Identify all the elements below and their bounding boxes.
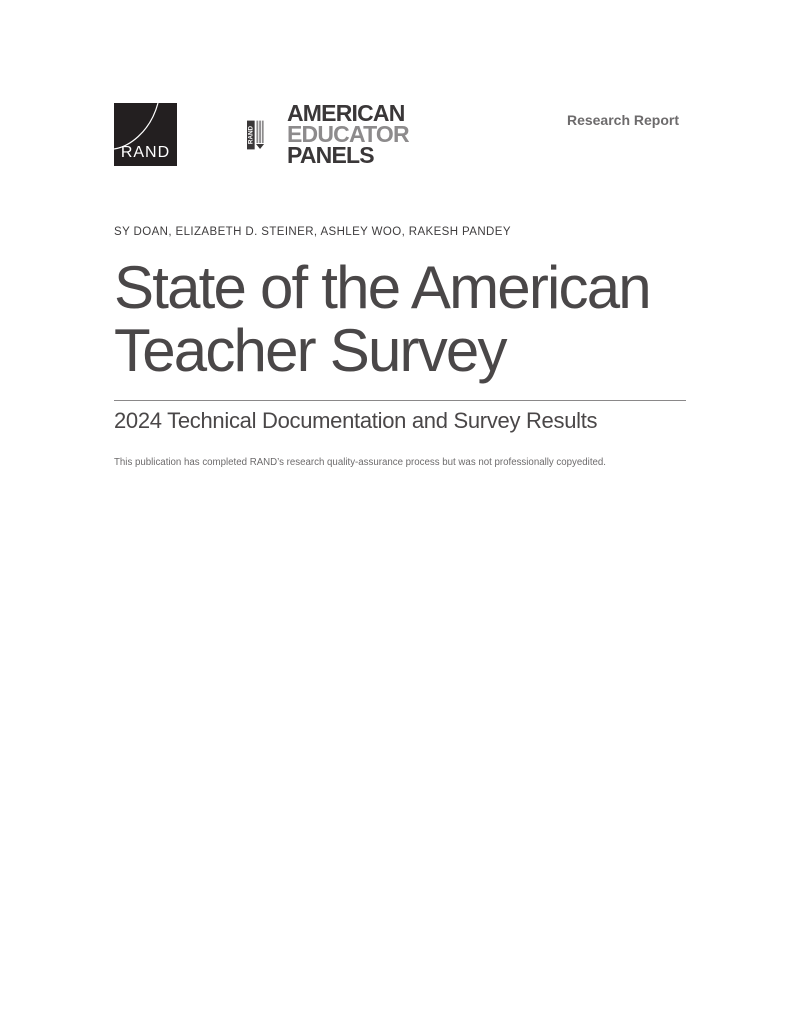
- report-title-line-1: State of the American: [114, 254, 650, 321]
- report-subtitle: 2024 Technical Documentation and Survey Results: [114, 408, 598, 433]
- title-divider: [114, 400, 686, 401]
- report-title-line-2: Teacher Survey: [114, 317, 506, 384]
- american-educator-panels-logo: [247, 100, 429, 168]
- panels-logo-vertical-text: RAND: [247, 125, 255, 145]
- panels-logo-line-panels: PANELS: [287, 142, 374, 168]
- panels-logo-line-american: AMERICAN: [287, 100, 405, 126]
- panels-logo-line-educator: EDUCATOR: [287, 121, 409, 147]
- report-title: [114, 256, 714, 382]
- rand-logo-text: RAND: [120, 144, 171, 161]
- author-list: SY DOAN, ELIZABETH D. STEINER, ASHLEY WOO, RAKESH PANDEY: [114, 226, 511, 238]
- rand-pencil-icon: [247, 103, 265, 167]
- report-type-label: Research Report: [566, 112, 679, 128]
- quality-assurance-disclaimer: This publication has completed RAND’s research quality-assurance process but was not professionally copyedited.: [114, 457, 606, 468]
- rand-logo: [114, 103, 177, 166]
